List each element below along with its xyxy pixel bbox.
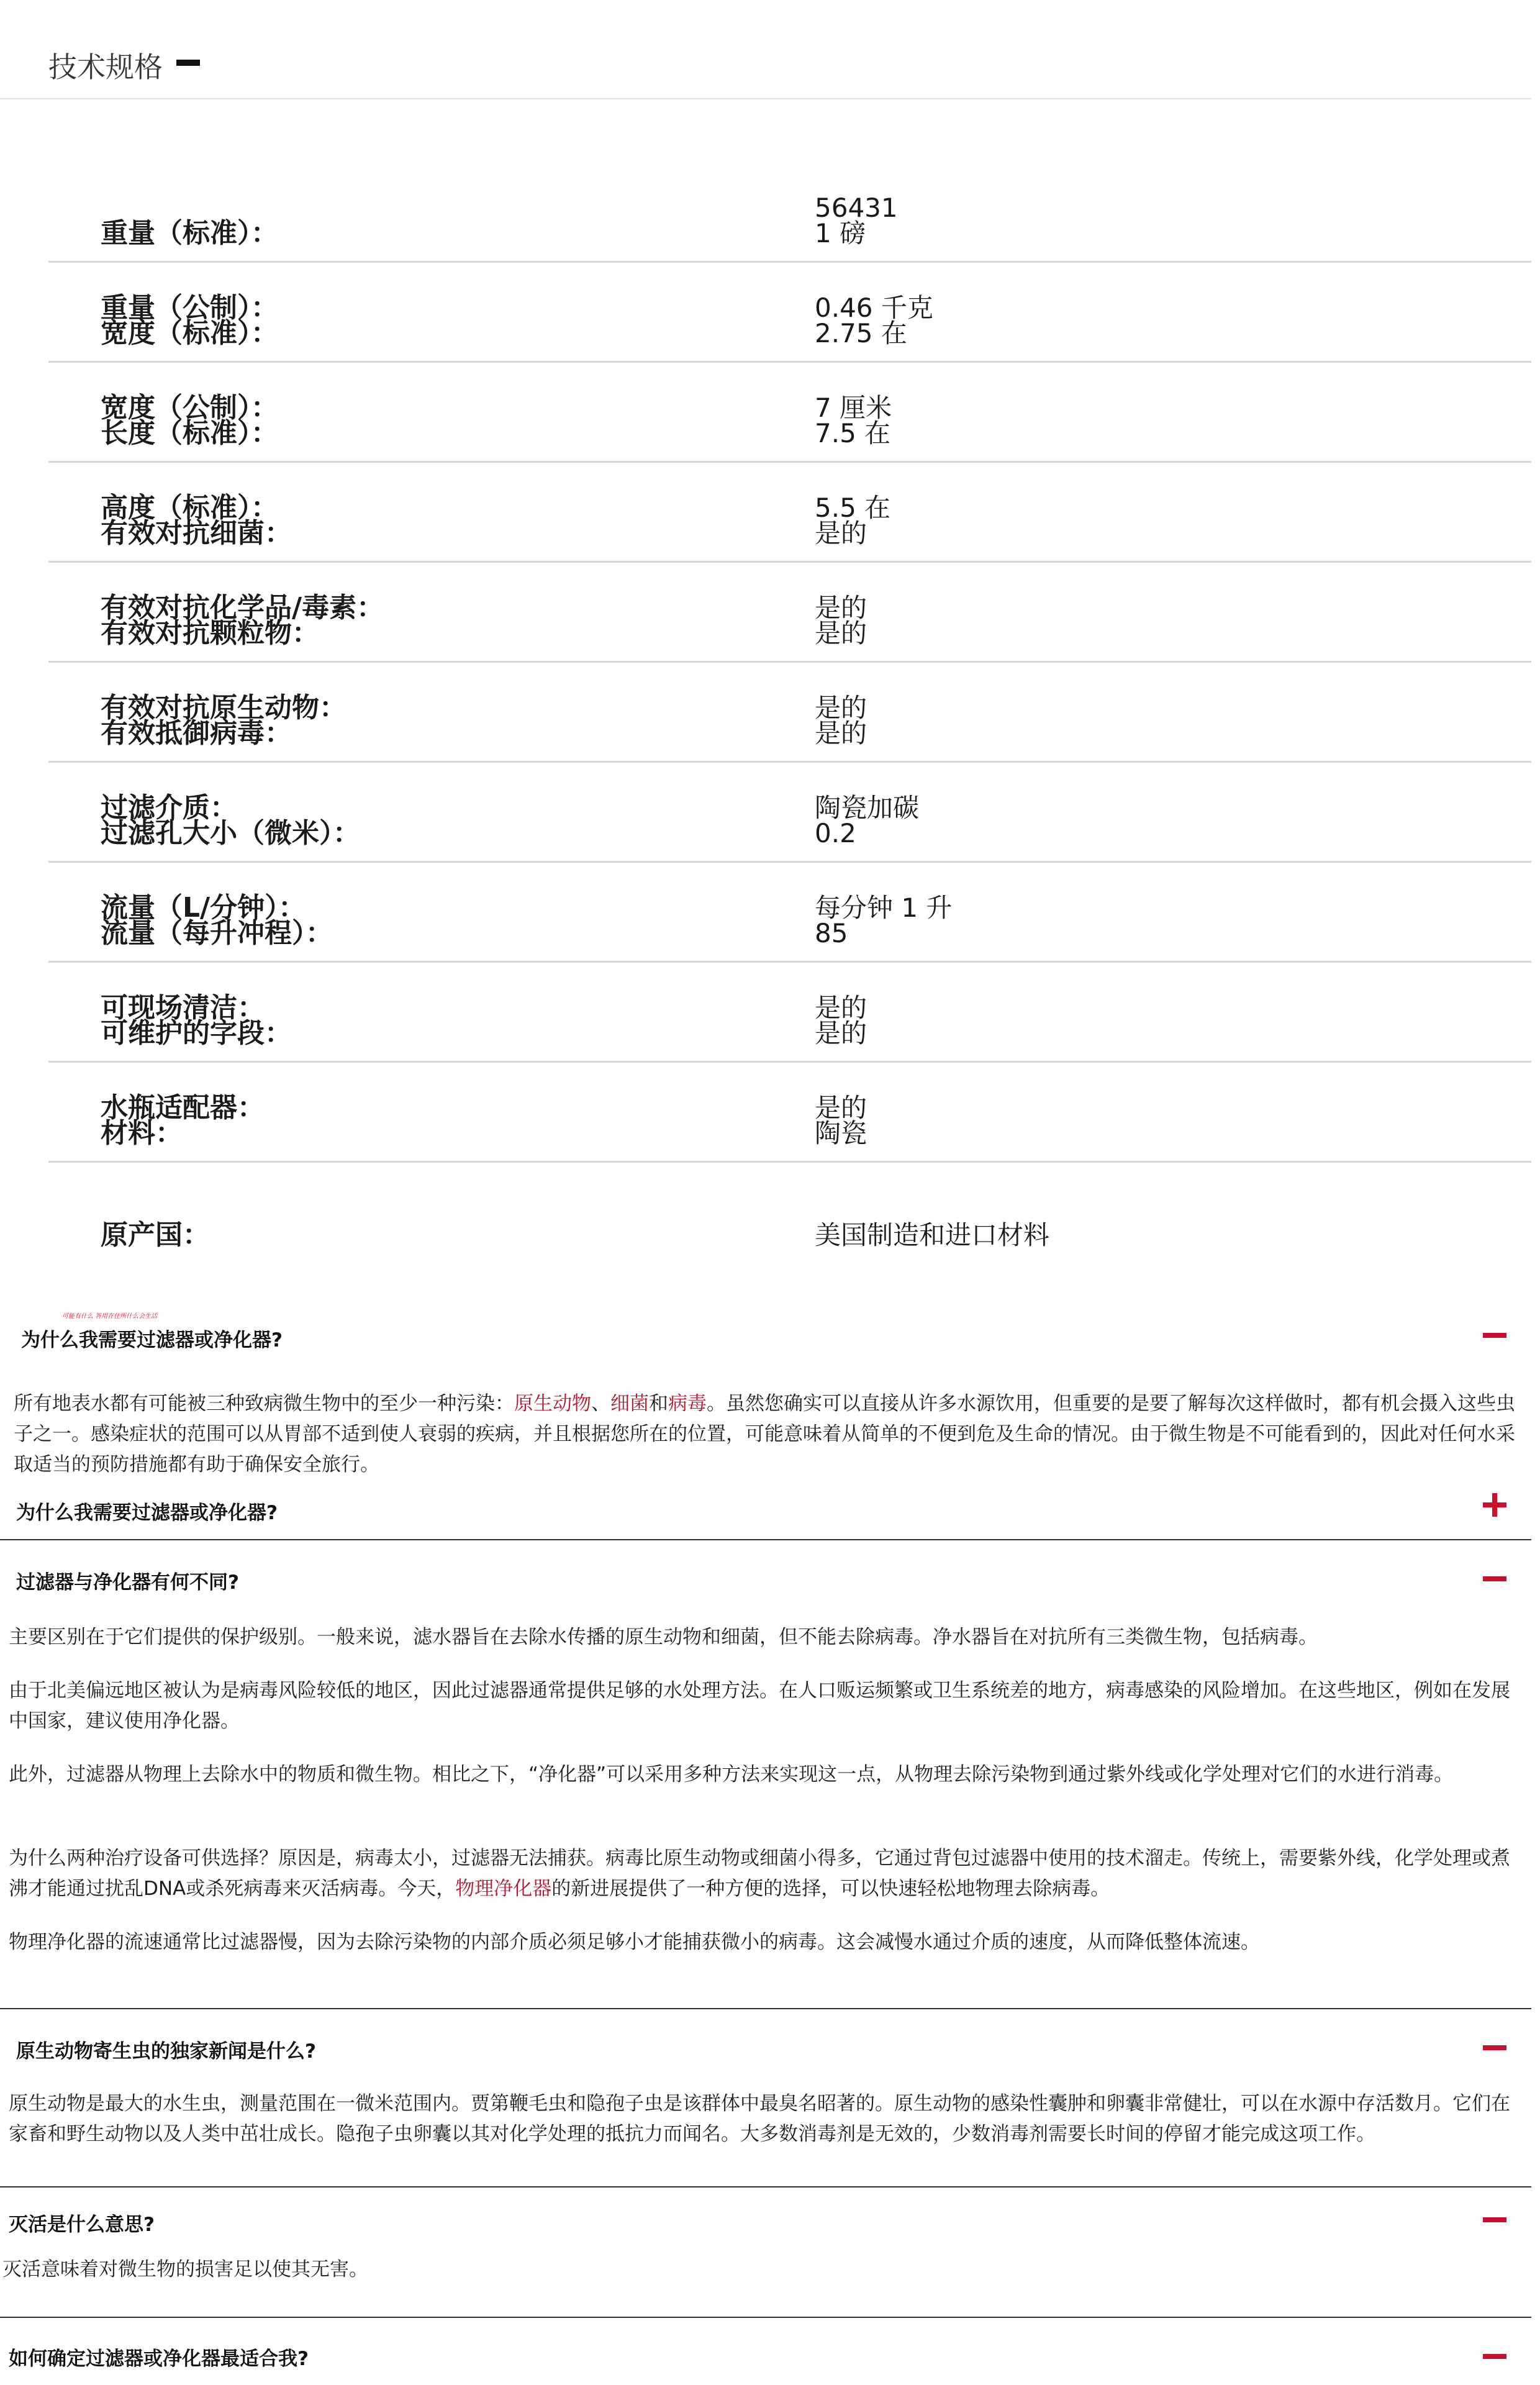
- spec-row: [48, 963, 1531, 1063]
- decorative-mark: ·: [75, 142, 76, 146]
- spec-labels: [101, 992, 292, 1049]
- spec-row: [48, 163, 1531, 263]
- minus-icon: [1483, 1333, 1506, 1338]
- spec-row: [48, 563, 1531, 663]
- spec-labels: [101, 217, 278, 249]
- spec-labels: [101, 1219, 210, 1251]
- spec-values: [815, 995, 867, 1046]
- spec-row: [48, 1163, 1531, 1263]
- spec-value: 是的: [815, 1018, 867, 1048]
- spec-values: [815, 1222, 1049, 1248]
- spec-row: [48, 363, 1531, 463]
- spec-row: [48, 863, 1531, 963]
- link-virus[interactable]: 病毒: [668, 1392, 707, 1415]
- spec-value: 7 厘米: [815, 393, 892, 423]
- faq-question[interactable]: 如何确定过滤器或净化器最适合我?: [9, 2348, 309, 2370]
- spec-label: 原产国：: [101, 1219, 210, 1251]
- spec-label: 有效对抗细菌：: [101, 517, 292, 549]
- collapse-toggle[interactable]: [1483, 2217, 1506, 2222]
- spec-row: [48, 263, 1531, 363]
- collapse-toggle[interactable]: [1483, 1333, 1506, 1338]
- spec-value: 56431: [815, 193, 898, 223]
- spec-row: [48, 663, 1531, 763]
- spec-value: 是的: [815, 693, 867, 723]
- spec-values: [815, 395, 892, 446]
- faq-question[interactable]: 过滤器与净化器有何不同?: [16, 1571, 239, 1594]
- faq-answer-paragraph: 为什么两种治疗设备可供选择？原因是，病毒太小，过滤器无法捕获。病毒比原生动物或细菌小得多，它通过背包过滤器中使用的技术溜走。传统上，需要紫外线，化学处理或煮沸才能通过扰乱DNA或杀死病毒来灭活病毒。今天，物理净化器的新进展提供了一种方便的选择，可以快速轻松地物理去除病毒。: [9, 1847, 1510, 1900]
- faq-divider: [0, 1539, 1531, 1540]
- spec-labels: [101, 892, 333, 949]
- spec-value: 陶瓷加碳: [815, 793, 920, 823]
- collapse-toggle[interactable]: [1483, 2354, 1506, 2359]
- specs-table: [48, 163, 1531, 1263]
- spec-label: 有效对抗原生动物：: [101, 692, 346, 724]
- faq-question[interactable]: 为什么我需要过滤器或净化器?: [21, 1329, 283, 1352]
- spec-value: 是的: [815, 718, 867, 748]
- faq-question[interactable]: 灭活是什么意思?: [9, 2214, 155, 2236]
- spec-labels: [101, 592, 384, 649]
- faq-answer-paragraph: 主要区别在于它们提供的保护级别。一般来说，滤水器旨在去除水传播的原生动物和细菌，但不能去除病毒。净水器旨在对抗所有三类微生物，包括病毒。: [9, 1626, 1318, 1648]
- faq-divider: [0, 2317, 1531, 2318]
- faq-micro-label: 可能有什么 答用在住所什么会生活: [62, 1313, 158, 1320]
- spec-label: 过滤介质：: [101, 792, 237, 824]
- spec-value: 2.75 在: [815, 318, 907, 348]
- faq-divider: [0, 2186, 1531, 2187]
- spec-labels: [101, 392, 278, 449]
- spec-values: [815, 695, 867, 746]
- spec-labels: [101, 492, 292, 549]
- spec-row: [48, 463, 1531, 563]
- spec-labels: [101, 692, 346, 749]
- spec-value: 0.2: [815, 818, 856, 848]
- spec-label: 水瓶适配器：: [101, 1092, 265, 1124]
- spec-values: [815, 895, 952, 946]
- collapse-toggle[interactable]: [1483, 2045, 1506, 2050]
- minus-icon: [1483, 1576, 1506, 1581]
- spec-labels: [101, 792, 360, 849]
- spec-value: 5.5 在: [815, 493, 891, 523]
- spec-label: 过滤孔大小（微米）：: [101, 817, 360, 849]
- link-physical-purifier[interactable]: 物理净化器: [455, 1878, 552, 1900]
- faq-answer-paragraph: 此外，过滤器从物理上去除水中的物质和微生物。相比之下，“净化器”可以采用多种方法来实现这一点，从物理去除污染物到通过紫外线或化学处理对它们的水进行消毒。: [9, 1763, 1454, 1786]
- spec-row: [48, 763, 1531, 863]
- faq-answer: 原生动物是最大的水生虫，测量范围在一微米范围内。贾第鞭毛虫和隐孢子虫是该群体中最臭名昭著的。原生动物的感染性囊肿和卵囊非常健壮，可以在水源中存活数月。它们在家畜和野生动物以及人类中茁壮成长。隐孢子虫卵囊以其对化学处理的抵抗力而闻名。大多数消毒剂是无效的，少数消毒剂需要长时间的停留才能完成这项工作。: [9, 2092, 1510, 2145]
- plus-icon: [1483, 1493, 1506, 1517]
- expand-toggle[interactable]: [1483, 1493, 1506, 1517]
- spec-value: 是的: [815, 618, 867, 648]
- spec-labels: [101, 1092, 265, 1149]
- minus-icon: [1483, 2217, 1506, 2222]
- spec-value: 是的: [815, 593, 867, 623]
- spec-values: [815, 495, 890, 546]
- spec-value: 1 磅: [815, 218, 866, 248]
- spec-value: 是的: [815, 993, 867, 1023]
- spec-values: [815, 595, 867, 646]
- minus-icon[interactable]: [176, 60, 200, 66]
- spec-label: 有效抵御病毒：: [101, 717, 292, 749]
- spec-labels: [101, 292, 278, 349]
- spec-label: 重量（公制）：: [101, 292, 278, 324]
- spec-label: 可现场清洁：: [101, 992, 265, 1024]
- spec-values: [815, 1095, 867, 1146]
- spec-label: 宽度（标准）：: [101, 317, 278, 349]
- section-header: [0, 0, 1531, 99]
- spec-values: [815, 195, 898, 246]
- spec-value: 7.5 在: [815, 418, 891, 448]
- faq-answer: 所有地表水都有可能被三种致病微生物中的至少一种污染：原生动物、细菌和病毒。虽然您确实可以直接从许多水源饮用，但重要的是要了解每次这样做时，都有机会摄入这些虫子之一。感染症状的范围可以从胃部不适到使人衰弱的疾病，并且根据您所在的位置，可能意味着从简单的不便到危及生命的情况。由于微生物是不可能看到的，因此对任何水采取适当的预防措施都有助于确保安全旅行。: [14, 1392, 1515, 1476]
- faq-question[interactable]: 原生动物寄生虫的独家新闻是什么?: [16, 2040, 316, 2063]
- section-title: 技术规格: [48, 50, 163, 84]
- spec-label: 高度（标准）：: [101, 492, 278, 524]
- spec-label: 宽度（公制）：: [101, 392, 278, 424]
- spec-label: 重量（标准）：: [101, 217, 278, 249]
- spec-value: 陶瓷: [815, 1118, 867, 1148]
- link-protozoa[interactable]: 原生动物: [514, 1392, 591, 1415]
- faq-answer-paragraph: 由于北美偏远地区被认为是病毒风险较低的地区，因此过滤器通常提供足够的水处理方法。在人口贩运频繁或卫生系统差的地方，病毒感染的风险增加。在这些地区，例如在发展中国家，建议使用净化器。: [9, 1679, 1510, 1732]
- spec-label: 可维护的字段：: [101, 1017, 292, 1049]
- spec-value: 每分钟 1 升: [815, 893, 953, 923]
- minus-icon: [1483, 2045, 1506, 2050]
- spec-value: 美国制造和进口材料: [815, 1220, 1050, 1250]
- spec-value: 0.46 千克: [815, 293, 933, 323]
- spec-label: 长度（标准）：: [101, 417, 278, 449]
- faq-divider: [0, 2008, 1531, 2009]
- spec-label: 有效对抗化学品/毒素：: [101, 592, 384, 624]
- spec-row: [48, 1063, 1531, 1163]
- spec-value: 85: [815, 918, 848, 948]
- spec-values: [815, 795, 919, 846]
- faq-answer-paragraph: 物理净化器的流速通常比过滤器慢，因为去除污染物的内部介质必须足够小才能捕获微小的病毒。这会减慢水通过介质的速度，从而降低整体流速。: [9, 1931, 1260, 1953]
- spec-value: 是的: [815, 1093, 867, 1123]
- spec-label: 流量（每升冲程）：: [101, 917, 333, 949]
- link-bacteria[interactable]: 细菌: [610, 1392, 649, 1415]
- spec-label: 有效对抗颗粒物：: [101, 617, 319, 649]
- faq-answer: 灭活意味着对微生物的损害足以使其无害。: [2, 2258, 368, 2281]
- spec-label: 流量（L/分钟）：: [101, 892, 306, 924]
- spec-value: 是的: [815, 518, 867, 548]
- collapse-toggle[interactable]: [1483, 1576, 1506, 1581]
- faq-question[interactable]: 为什么我需要过滤器或净化器?: [16, 1502, 278, 1524]
- spec-label: 材料：: [101, 1117, 183, 1149]
- spec-values: [815, 295, 933, 346]
- minus-icon: [1483, 2354, 1506, 2359]
